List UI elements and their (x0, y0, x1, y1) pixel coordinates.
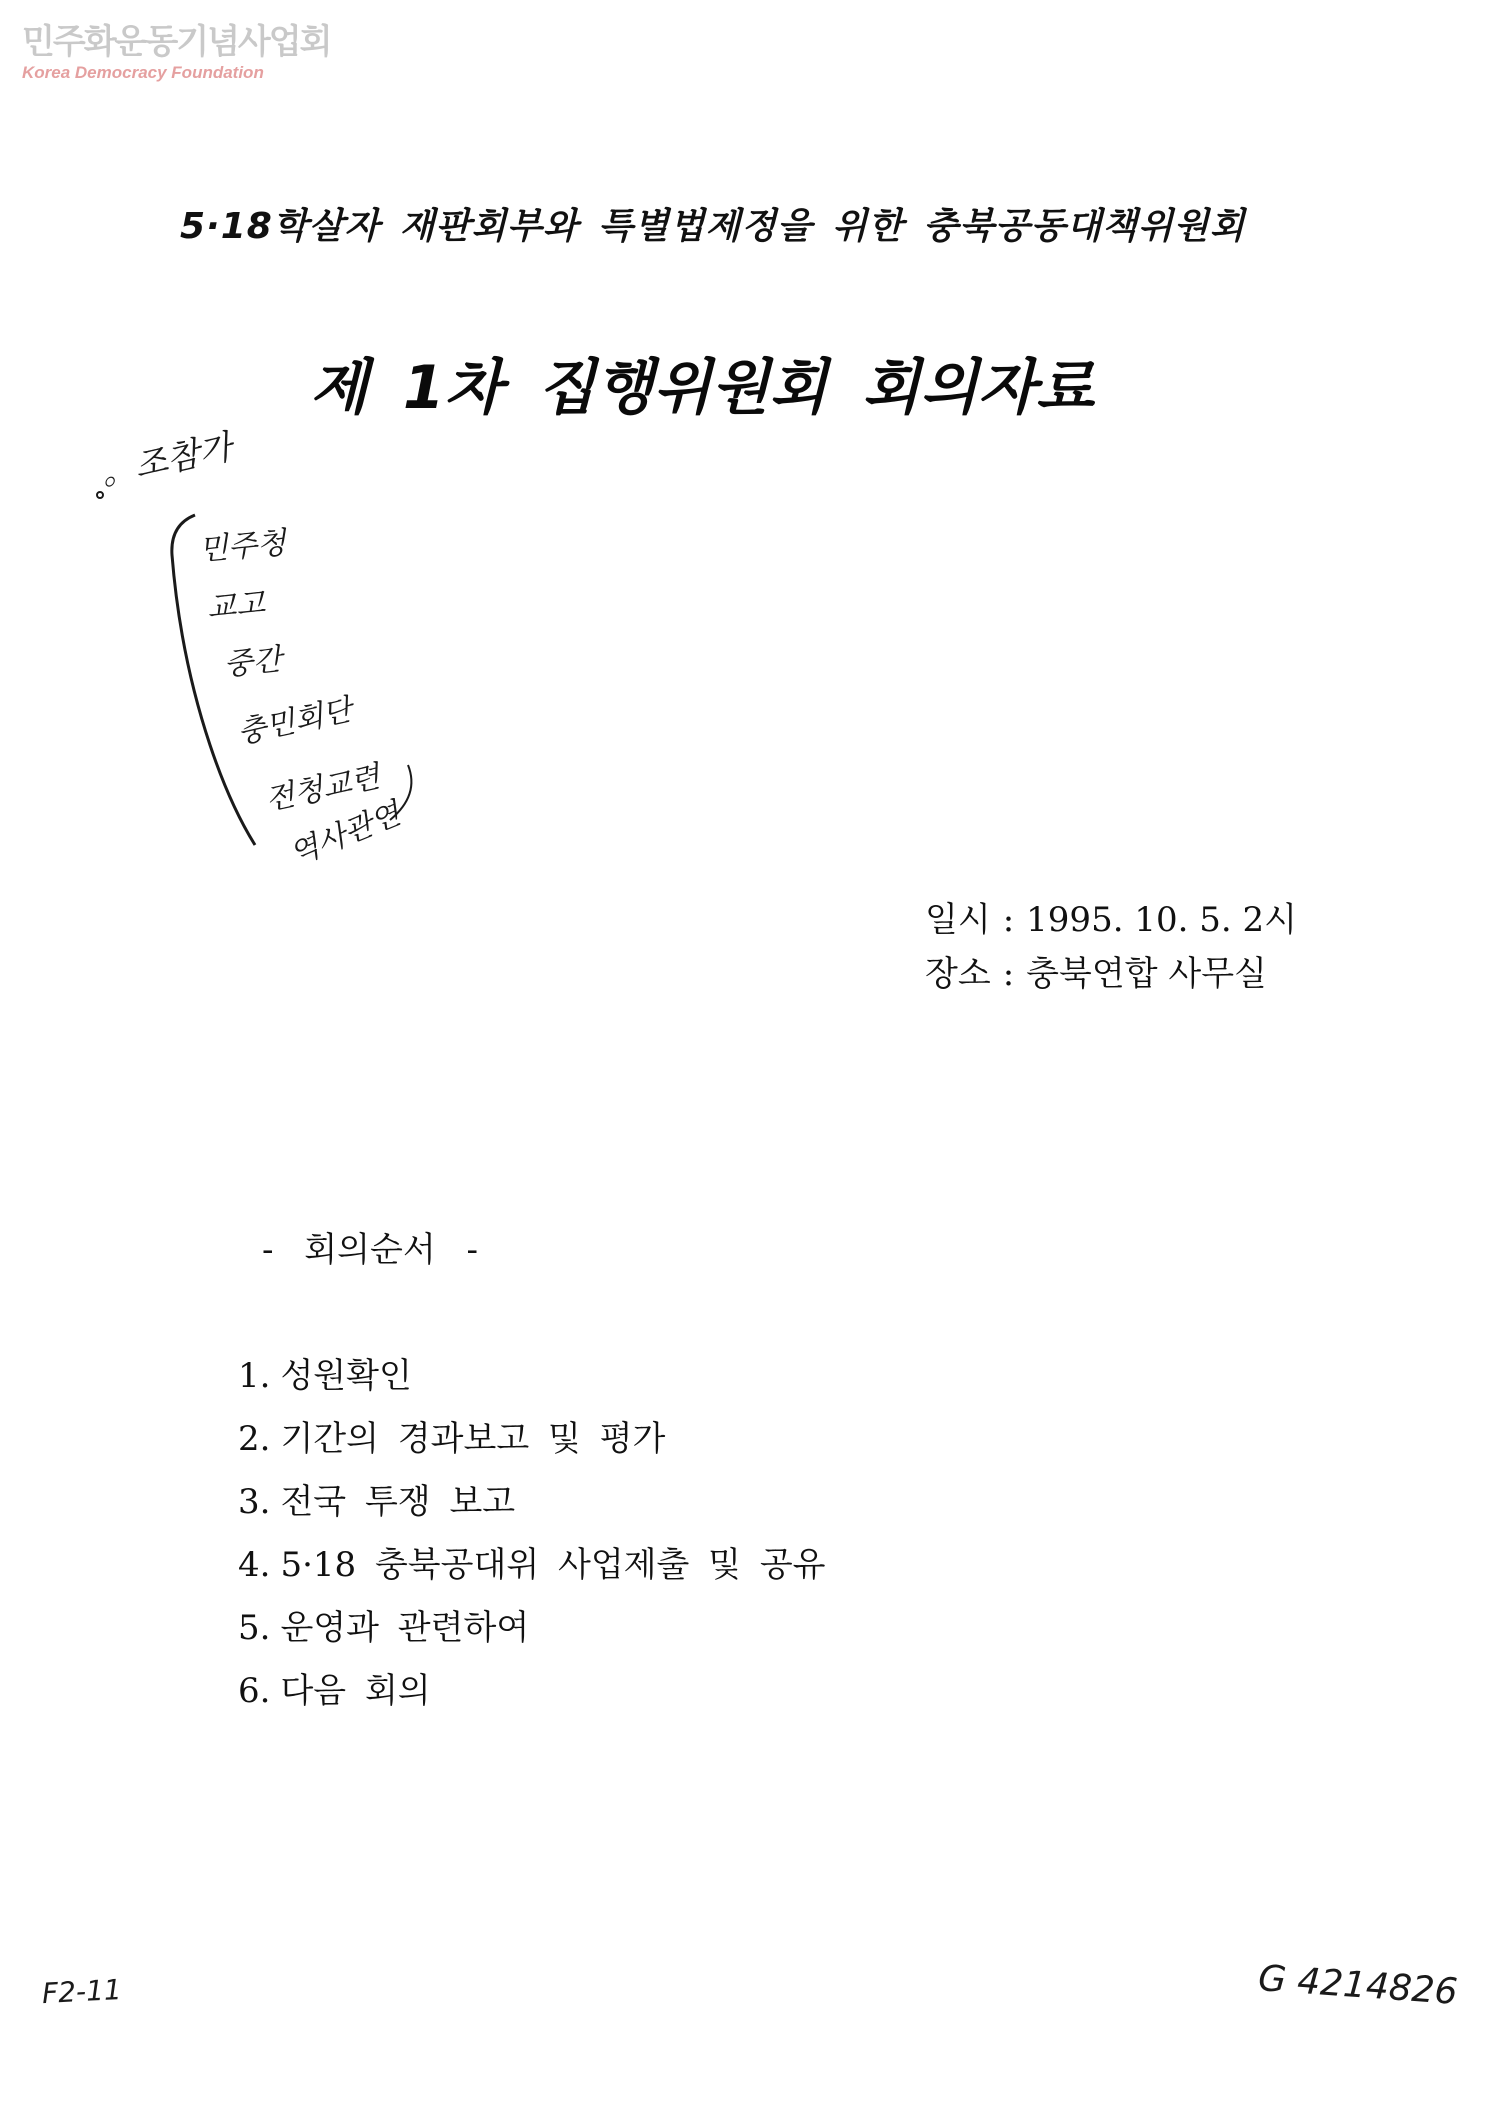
handwritten-entry-4: 충민회단 (234, 692, 356, 751)
handwritten-entry-3: 중간 (222, 642, 284, 683)
place-separator: : (1002, 954, 1015, 994)
agenda-item (238, 1471, 1038, 1534)
datetime-row (925, 893, 1345, 947)
handwritten-doc-code: F2-11 (41, 1972, 123, 2011)
datetime-separator: : (1002, 900, 1015, 940)
agenda-item-number: 6. (238, 1671, 271, 1711)
agenda-item (238, 1345, 1038, 1408)
agenda-item-text: 운영과 관련하여 (280, 1608, 530, 1648)
handwritten-heading: 。조참가 (97, 427, 236, 494)
agenda-item (238, 1534, 1038, 1597)
agenda-item-text: 성원확인 (280, 1356, 412, 1396)
meeting-meta (925, 893, 1345, 1001)
agenda-item-number: 2. (238, 1419, 271, 1459)
handwritten-reference-id: G 4214826 (1256, 1958, 1459, 2013)
agenda-item (238, 1597, 1038, 1660)
handwritten-entry-6: 역사관연 (284, 796, 406, 873)
agenda-item-number: 1. (238, 1356, 271, 1396)
agenda-item-number: 4. (238, 1545, 271, 1585)
agenda-item (238, 1408, 1038, 1471)
agenda-item-text: 기간의 경과보고 및 평가 (280, 1419, 666, 1459)
handwritten-annotation (90, 425, 470, 895)
watermark-english: Korea Democracy Foundation (22, 63, 264, 82)
agenda-item-text: 다음 회의 (280, 1671, 431, 1711)
agenda-item-text: 전국 투쟁 보고 (280, 1482, 516, 1522)
place-label: 장소 (925, 954, 991, 994)
agenda-item-number: 5. (238, 1608, 271, 1648)
document-title: 제 1차 집행위원회 회의자료 (310, 353, 1094, 423)
place-row (925, 947, 1345, 1001)
handwritten-entry-1: 민주청 (197, 525, 288, 568)
watermark-korean: 민주화운동기념사업회 (22, 22, 331, 62)
agenda-item (238, 1660, 1038, 1723)
agenda-list (238, 1345, 1038, 1723)
datetime-label: 일시 (925, 900, 991, 940)
agenda-item-number: 3. (238, 1482, 271, 1522)
agenda-item-text: 5·18 충북공대위 사업제출 및 공유 (280, 1545, 826, 1585)
handwritten-entry-2: 교고 (205, 586, 267, 626)
foundation-watermark (22, 22, 331, 92)
handwritten-entry-5: 전청교련 (262, 759, 384, 818)
agenda-heading: - 회의순서 - (262, 1230, 478, 1270)
place-value: 충북연합 사무실 (1026, 954, 1267, 994)
committee-subtitle: 5·18학살자 재판회부와 특별법제정을 위한 충북공동대책위원회 (180, 206, 1246, 247)
datetime-value: 1995. 10. 5. 2시 (1026, 900, 1297, 940)
